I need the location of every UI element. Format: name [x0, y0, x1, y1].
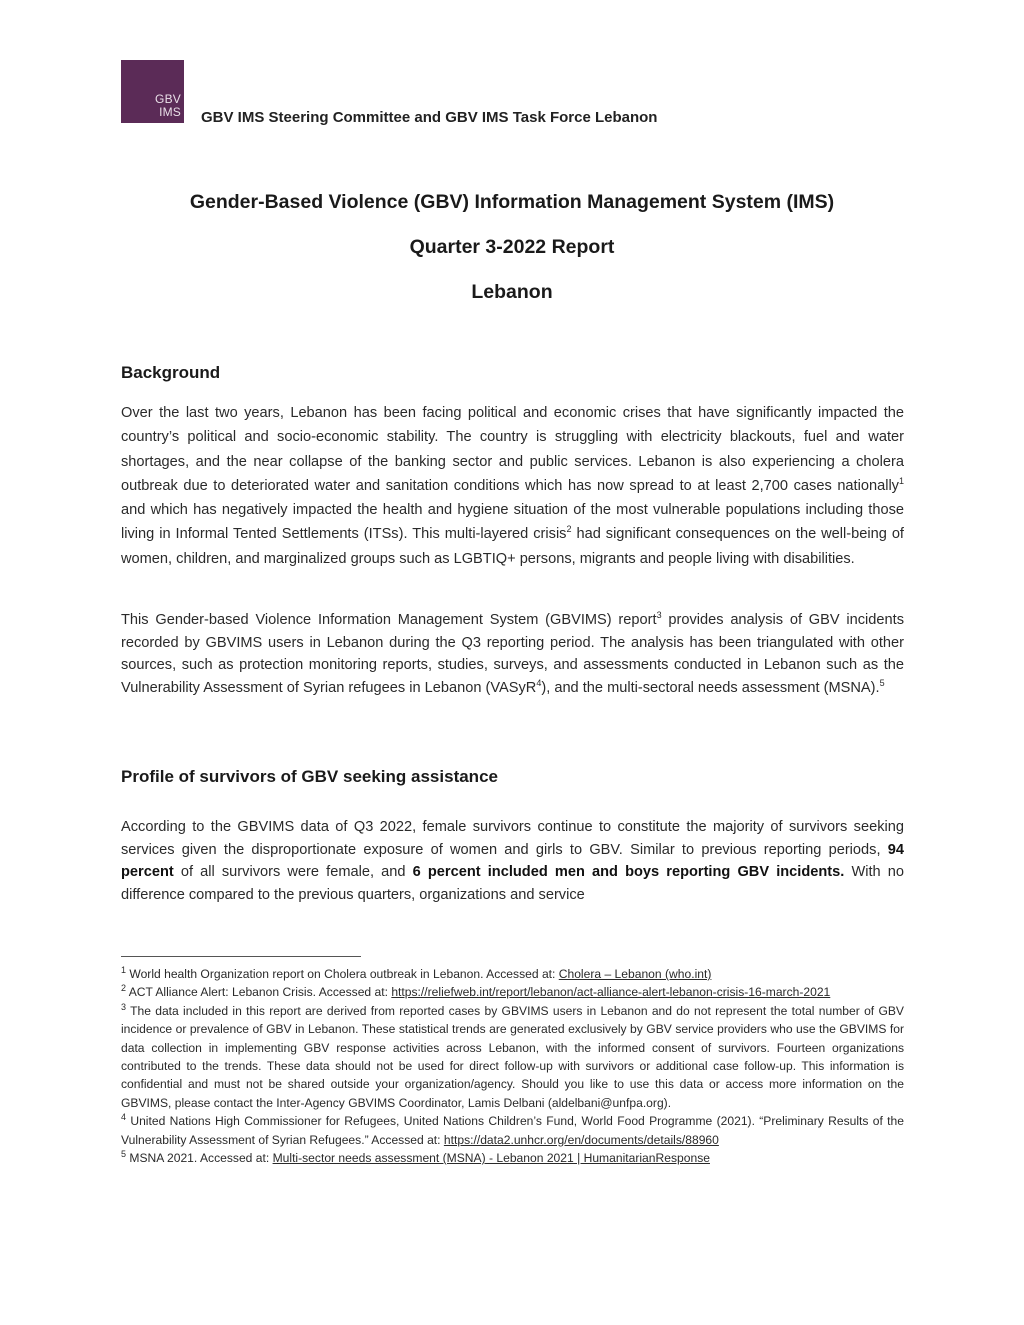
- report-country: Lebanon: [471, 281, 553, 303]
- header-organization: GBV IMS Steering Committee and GBV IMS Task Force Lebanon: [201, 109, 658, 126]
- footnote-2-number: 2: [121, 983, 127, 994]
- background-heading: Background: [121, 363, 221, 382]
- p3-text-a: According to the GBVIMS data of Q3 2022, female survivors continue to constitute the majority of survivors seeking services given the disproportionate exposure of women and girls to GBV. Similar to previous reporting periods,: [121, 819, 904, 858]
- footnote-3: [121, 1002, 904, 1112]
- p2-text-c: ), and the multi-sectoral needs assessment (MSNA).: [541, 679, 880, 696]
- footnote-1-text: World health Organization report on Cholera outbreak in Lebanon. Accessed at:: [126, 967, 559, 981]
- profile-heading: Profile of survivors of GBV seeking assistance: [121, 767, 498, 786]
- footnote-ref-2[interactable]: 2: [566, 524, 572, 535]
- footnote-1-link[interactable]: Cholera – Lebanon (who.int): [558, 967, 712, 981]
- report-title: Gender-Based Violence (GBV) Information Management System (IMS): [189, 191, 835, 213]
- footnote-5-number: 5: [121, 1149, 127, 1160]
- footnote-4: [121, 1112, 904, 1149]
- background-paragraph-1: [121, 401, 904, 571]
- logo-text-ims: IMS: [159, 105, 181, 119]
- footnote-ref-1[interactable]: 1: [898, 476, 904, 487]
- footnote-4-link[interactable]: https://data2.unhcr.org/en/documents/details/88960: [443, 1132, 719, 1147]
- footnote-5: [121, 1149, 904, 1167]
- p1-text-c: had significant consequences on the well-being of women, children, and marginalized groups such as LGBTIQ+ persons, migrants and people living with disabilities.: [121, 526, 904, 567]
- footnote-2-text: ACT Alliance Alert: Lebanon Crisis. Accessed at:: [126, 985, 392, 1000]
- logo-text-gbv: GBV: [155, 92, 181, 106]
- footnote-5-link[interactable]: Multi-sector needs assessment (MSNA) - Lebanon 2021 | HumanitarianResponse: [272, 1151, 710, 1166]
- p3-bold-94-percent: 94 percent: [121, 841, 904, 881]
- p3-bold-6-percent: 6 percent included men and boys reporting GBV incidents.: [412, 864, 845, 881]
- background-paragraph-2: [121, 609, 904, 699]
- footnote-1-number: 1: [121, 964, 127, 975]
- footnote-4-text: United Nations High Commissioner for Refugees, United Nations Children’s Fund, World Food Programme (2021). “Preliminary Results of the Vulnerability Assessment of Syrian Refugees.” Accessed at:: [121, 1114, 904, 1147]
- footnote-ref-4[interactable]: 4: [536, 677, 542, 688]
- p2-text-a: This Gender-based Violence Information Management System (GBVIMS) report: [121, 612, 657, 628]
- p2-text-b: provides analysis of GBV incidents recorded by GBVIMS users in Lebanon during the Q3 reporting period. The analysis has been triangulated with other sources, such as protection monitoring reports, studies, surveys, and assessments conducted in Lebanon such as the Vulnerability Assessment of Syrian refugees in Lebanon (VASyR: [121, 612, 904, 696]
- footnote-ref-5[interactable]: 5: [879, 677, 885, 688]
- report-subtitle: Quarter 3-2022 Report: [409, 236, 615, 258]
- footnote-2-link[interactable]: https://reliefweb.int/report/lebanon/act-alliance-alert-lebanon-crisis-16-march-2021: [391, 985, 831, 1000]
- footnote-2: [121, 983, 904, 1001]
- footnote-3-text: The data included in this report are derived from reported cases by GBVIMS users in Lebanon and do not represent the total number of GBV incidence or prevalence of GBV in Lebanon. These statistical trends are generated exclusively by GBV service providers who use the GBVIMS for data collection in implementing GBV response activities across Lebanon, with the informed consent of survivors. Fourteen organizations contributed to the trends. These data should not be used for direct follow-up with survivors or additional case follow-up. This information is confidential and must not be shared outside your organization/agency. Should you like to use this data or access more information on the GBVIMS, please contact the Inter-Agency GBVIMS Coordinator, Lamis Delbani (aldelbani@unfpa.org).: [121, 1003, 904, 1110]
- p3-text-c: With no difference compared to the previous quarters, organizations and service: [121, 864, 905, 903]
- footnote-separator: [121, 956, 361, 957]
- footnotes: [121, 965, 904, 1167]
- p1-text-b: and which has negatively impacted the health and hygiene situation of the most vulnerable populations including those living in Informal Tented Settlements (ITSs). This multi-layered crisis: [121, 502, 904, 543]
- profile-paragraph: [121, 816, 904, 906]
- footnote-3-number: 3: [121, 1001, 127, 1012]
- p1-text-a: Over the last two years, Lebanon has been facing political and economic crises that have significantly impacted the country’s political and socio-economic stability. The country is struggling with electricity blackouts, fuel and water shortages, and the near collapse of the banking sector and public services. Lebanon is also experiencing a cholera outbreak due to deteriorated water and sanitation conditions which has now spread to at least 2,700 cases nationally: [121, 405, 904, 494]
- footnote-4-number: 4: [121, 1112, 127, 1123]
- footnote-5-text: MSNA 2021. Accessed at:: [126, 1151, 273, 1166]
- p3-text-b: of all survivors were female, and: [173, 864, 413, 881]
- gbv-ims-logo: [121, 60, 184, 123]
- footnote-ref-3[interactable]: 3: [656, 610, 662, 621]
- footnote-1: [121, 965, 904, 983]
